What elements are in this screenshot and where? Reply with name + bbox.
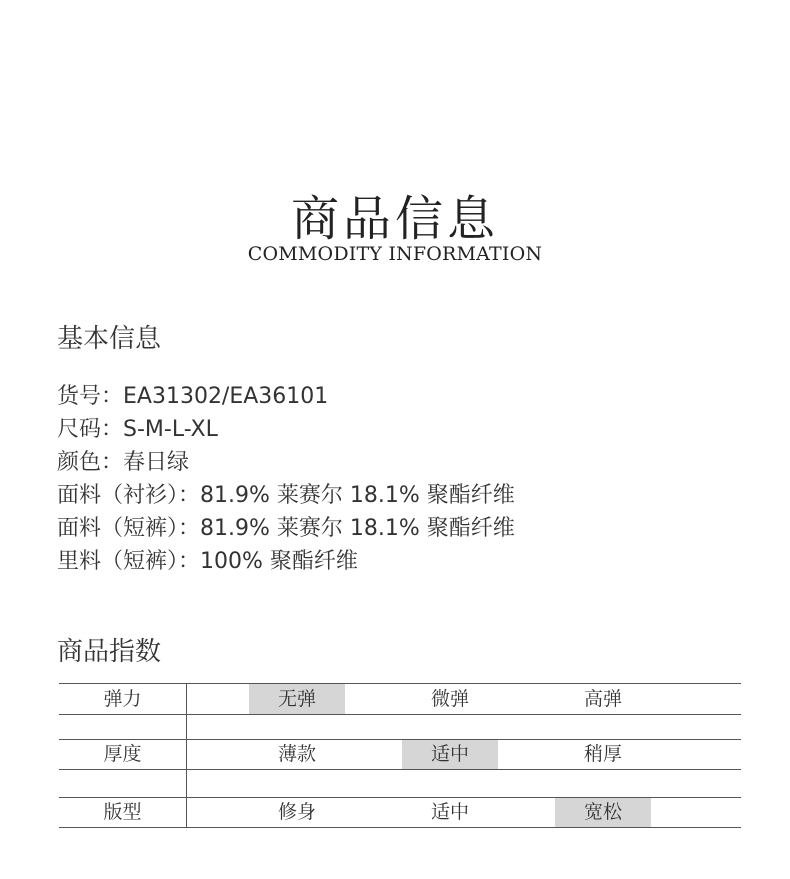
info-line-item-number: 货号：EA31302/EA36101 [57,384,329,409]
info-line-shorts-fabric: 面料（短裤）：81.9% 莱赛尔 18.1% 聚酯纤维 [57,516,515,541]
option-fit: 宽松 [555,798,651,827]
row-label-thickness: 厚度 [103,743,142,765]
option-elasticity: 微弹 [430,688,469,710]
product-index-table [59,683,741,829]
page-title-en: COMMODITY INFORMATION [247,243,543,265]
option-elasticity: 无弹 [249,684,345,714]
option-elasticity: 高弹 [583,688,622,710]
option-fit: 适中 [430,801,469,823]
info-line-size: 尺码：S-M-L-XL [57,417,218,442]
basic-info-heading: 基本信息 [57,324,162,354]
row-label-fit: 版型 [103,801,142,823]
product-index-heading: 商品指数 [57,637,162,667]
table-divider [59,769,741,770]
info-line-shorts-lining: 里料（短裤）：100% 聚酯纤维 [57,549,358,574]
option-thickness: 适中 [402,740,498,769]
table-divider [59,714,741,715]
option-thickness: 稍厚 [583,743,622,765]
table-column-divider [186,683,187,828]
page-title-zh: 商品信息 [290,191,499,247]
option-thickness: 薄款 [277,743,316,765]
table-divider [59,827,741,828]
basic-info-list [57,380,515,578]
info-line-color: 颜色：春日绿 [57,450,190,475]
option-fit: 修身 [277,801,316,823]
info-line-shirt-fabric: 面料（衬衫）：81.9% 莱赛尔 18.1% 聚酯纤维 [57,483,515,508]
row-label-elasticity: 弹力 [103,688,142,710]
